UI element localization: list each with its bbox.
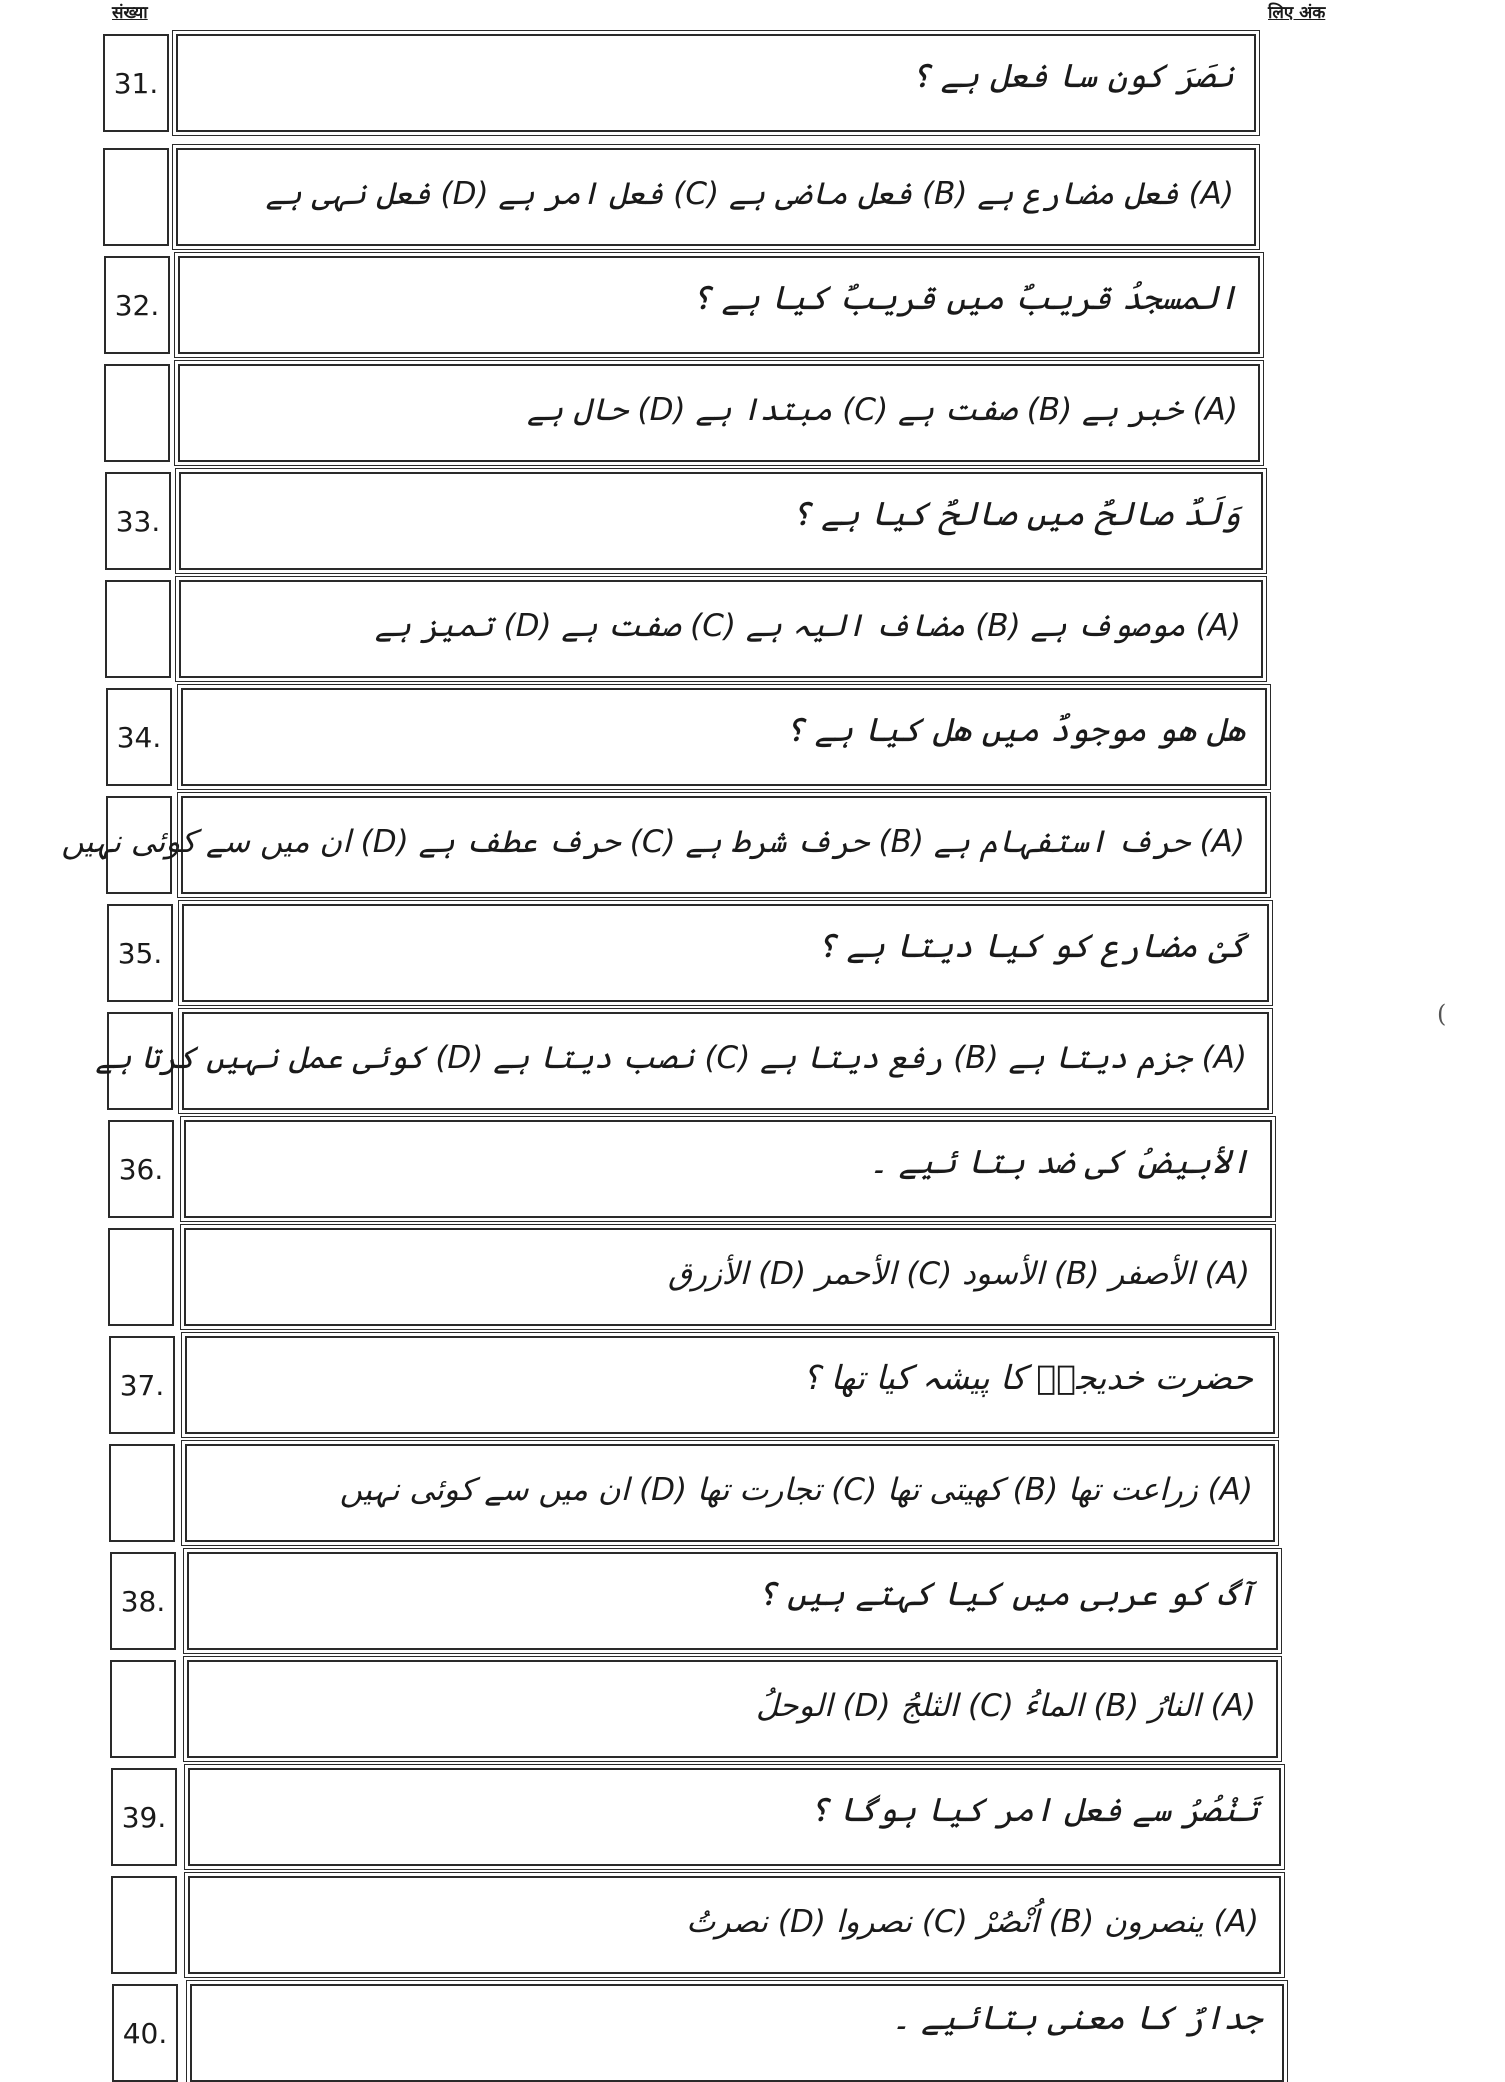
options-text: (A) خبر ہے (B) صفت ہے (C) مبتدا ہے (D) حال ہے [178,364,1260,462]
options-text: (A) زراعت تھا (B) کھیتی تھا (C) تجارت تھا (D) ان میں سے کوئی نہیں [185,1444,1275,1542]
question-text: تَنْصُرُ سے فعل امر کیا ہوگا ؟ [188,1768,1281,1866]
options-text: (A) الأصفر (B) الأسود (C) الأحمر (D) الأزرق [184,1228,1272,1326]
question-row [106,688,1267,786]
question-text: جدارٌ کا معنی بتائیے ۔ [190,1984,1284,2082]
question-number: 32. [104,256,170,354]
options-row [95,1012,1269,1110]
question-row [107,904,1269,1002]
options-row [105,580,1264,678]
options-text: (A) فعل مضارع ہے (B) فعل ماضی ہے (C) فعل امر ہے (D) فعل نہی ہے [176,148,1256,246]
question-row [112,1984,1284,2082]
options-text: (A) موصوف ہے (B) مضاف الیہ ہے (C) صفت ہے (D) تمیز ہے [179,580,1263,678]
question-row [104,256,1261,354]
question-number: 33. [105,472,171,570]
question-row [105,472,1264,570]
options-number-cell [111,1876,177,1974]
question-text: نصَرَ کون سا فعل ہے ؟ [176,34,1256,132]
question-number: 36. [108,1120,174,1218]
options-number-cell [103,148,169,246]
question-number: 31. [103,34,169,132]
options-row [61,796,1267,894]
header-right-label: लिए अंक [1268,3,1326,23]
question-number: 38. [110,1552,176,1650]
question-row [108,1120,1272,1218]
header-left-label: संख्या [112,3,148,23]
question-text: وَلَدٌ صالحٌ میں صالحٌ کیا ہے ؟ [179,472,1263,570]
options-number-cell [109,1444,175,1542]
question-number: 35. [107,904,173,1002]
question-text: المسجدُ قریبٌ میں قریبٌ کیا ہے ؟ [178,256,1260,354]
options-row [111,1876,1281,1974]
options-number-cell [108,1228,174,1326]
question-text: کَیْ مضارع کو کیا دیتا ہے ؟ [182,904,1269,1002]
question-text: الأبیضُ کی ضد بتا ئیے ۔ [184,1120,1272,1218]
options-text: (A) النارُ (B) الماءُ (C) الثلجُ (D) الوحلُ [187,1660,1278,1758]
question-text: حضرت خدیجہؓ کا پیشہ کیا تھا ؟ [185,1336,1275,1434]
stray-mark: ( [1437,1000,1447,1028]
question-number: 40. [112,1984,178,2082]
options-number-cell [105,580,171,678]
question-number: 34. [106,688,172,786]
question-text: آگ کو عربی میں کیا کہتے ہیں ؟ [187,1552,1278,1650]
question-number: 39. [111,1768,177,1866]
question-row [110,1552,1278,1650]
options-text: (A) حرف استفہام ہے (B) حرف شرط ہے (C) حرف عطف ہے (D) ان میں سے کوئی نہیں [181,796,1267,894]
question-row [103,34,1258,132]
options-number-cell [104,364,170,462]
options-text: (A) ینصرون (B) اُنْصُرْ (C) نصروا (D) نصرتُ [188,1876,1281,1974]
options-row [104,364,1261,462]
question-text: ھل ھو موجودٌ میں ھل کیا ہے ؟ [181,688,1267,786]
options-row [110,1660,1278,1758]
options-number-cell [110,1660,176,1758]
options-row [109,1444,1275,1542]
question-row [111,1768,1281,1866]
options-text: (A) جزم دیتا ہے (B) رفع دیتا ہے (C) نصب دیتا ہے (D) کوئی عمل نہیں کرتا ہے [182,1012,1269,1110]
question-number: 37. [109,1336,175,1434]
question-row [109,1336,1275,1434]
options-row [108,1228,1272,1326]
options-row [103,148,1258,246]
